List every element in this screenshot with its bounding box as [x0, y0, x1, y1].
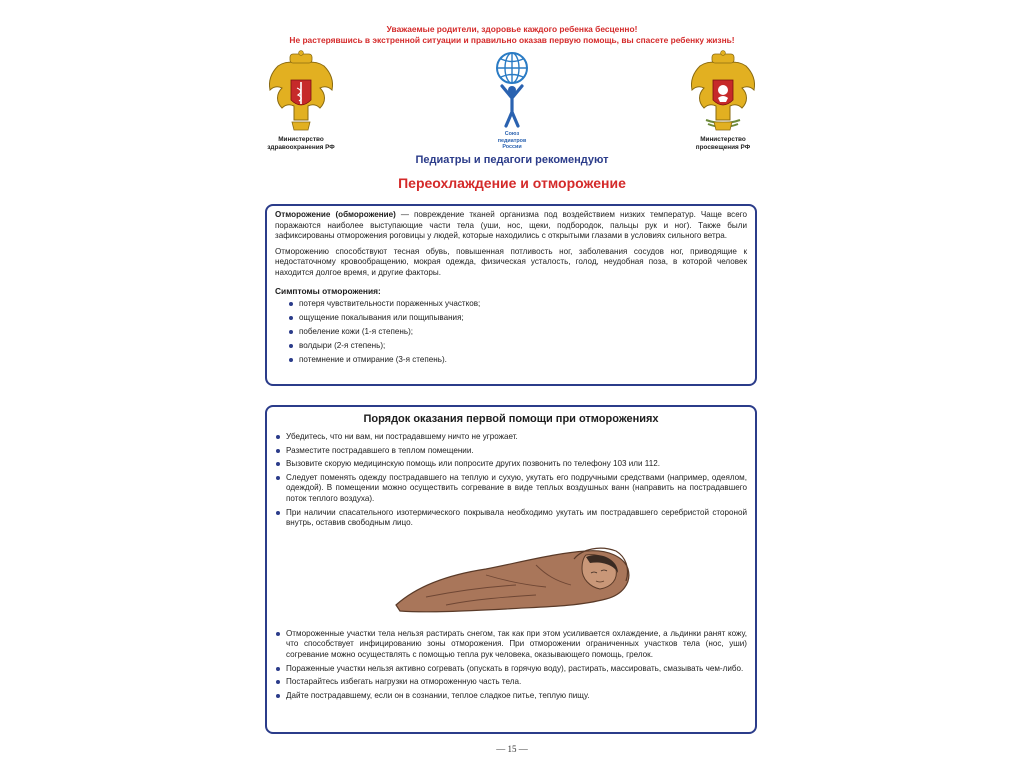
- list-item: Пораженные участки нельзя активно согревать (опускать в горячую воду), растирать, массировать, смазывать чем-либо.: [275, 664, 747, 675]
- first-aid-steps-list: [275, 432, 747, 529]
- first-aid-box: [265, 405, 757, 734]
- page-title: Переохлаждение и отморожение: [398, 175, 626, 191]
- caption-line: Министерство: [278, 136, 324, 143]
- caption-line: Союз: [504, 131, 520, 137]
- caption-line: России: [502, 144, 522, 151]
- definition-paragraph: [275, 210, 747, 242]
- page-number: — 15 —: [496, 744, 528, 754]
- ministry-health-emblem-icon: [264, 50, 338, 134]
- ministry-health-caption: [246, 136, 356, 152]
- list-item: потемнение и отмирание (3-я степень).: [289, 355, 747, 366]
- union-pediatricians-logo-icon: [490, 50, 534, 130]
- list-item: Разместите пострадавшего в теплом помещении.: [275, 446, 747, 457]
- causes-paragraph: Отморожению способствуют тесная обувь, повышенная потливость ног, заболевания сосудов ног, приводящие к недостаточному кровообращению, мокрая одежда, физическая усталость, голод, неудобная поза, в которой человек находится долгое время, и другие факторы.: [275, 246, 747, 277]
- list-item: ощущение покалывания или пощипывания;: [289, 313, 747, 324]
- wrapped-person-illustration: [386, 535, 636, 621]
- header-line-2: Не растерявшись в экстренной ситуации и правильно оказав первую помощь, вы спасете ребенку жизнь!: [289, 35, 735, 45]
- list-item: побеление кожи (1-я степень);: [289, 327, 747, 338]
- ministry-education-caption: [668, 136, 778, 152]
- list-item: Отмороженные участки тела нельзя растирать снегом, так как при этом усиливается охлаждение, а льдинки ранят кожу, что способствует инфицированию зоны отморожения. При отморожении ограниченных участков тела (нос, уши) согревание можно осуществлять с помощью тепла рук человека, оказывающего помощь, грелок.: [275, 629, 747, 661]
- union-caption: [482, 131, 542, 151]
- list-item: Убедитесь, что ни вам, ни пострадавшему ничто не угрожает.: [275, 432, 747, 443]
- caption-line: педиатров: [497, 137, 527, 144]
- page-subtitle: Педиатры и педагоги рекомендуют: [415, 154, 609, 166]
- list-item: При наличии спасательного изотермического покрывала необходимо укутать им пострадавшего серебристой стороной внутрь, оставив свободным лицо.: [275, 508, 747, 529]
- list-item: волдыри (2-я степень);: [289, 341, 747, 352]
- first-aid-title: Порядок оказания первой помощи при отморожениях: [363, 413, 659, 425]
- symptoms-title: Симптомы отморожения:: [275, 285, 381, 296]
- list-item: Постарайтесь избегать нагрузки на отмороженную часть тела.: [275, 677, 747, 688]
- list-item: Дайте пострадавшему, если он в сознании, теплое сладкое питье, теплую пищу.: [275, 691, 747, 702]
- list-item: Вызовите скорую медицинскую помощь или попросите других позвонить по телефону 103 или 112.: [275, 459, 747, 470]
- definition-box: [265, 204, 757, 386]
- symptoms-list: [275, 299, 747, 366]
- caption-line: здравоохранения РФ: [267, 144, 335, 151]
- definition-text: — повреждение тканей организма под воздействием низких температур. Чаще всего поражаются наиболее выступающие части тела (уши, нос, щеки, подбородок, пальцы рук и ног). Также были зафиксированы отморожения роговицы у людей, которые находились с открытыми глазами в условиях сильного ветра.: [275, 210, 747, 241]
- definition-term: Отморожение (обморожение): [275, 210, 396, 219]
- caption-line: просвещения РФ: [695, 144, 751, 151]
- list-item: потеря чувствительности пораженных участков;: [289, 299, 747, 310]
- first-aid-warnings-list: [275, 629, 747, 702]
- list-item: Следует поменять одежду пострадавшего на теплую и сухую, укутать его подручными средствами (например, одеялом, одеждой). В помещении можно осуществить согревание в виде теплых воздушных ванн (направить на пострадавшего поток теплого воздуха).: [275, 473, 747, 505]
- header-line-1: Уважаемые родители, здоровье каждого ребенка бесценно!: [386, 24, 638, 34]
- ministry-education-emblem-icon: [686, 50, 760, 134]
- caption-line: Министерство: [700, 136, 746, 143]
